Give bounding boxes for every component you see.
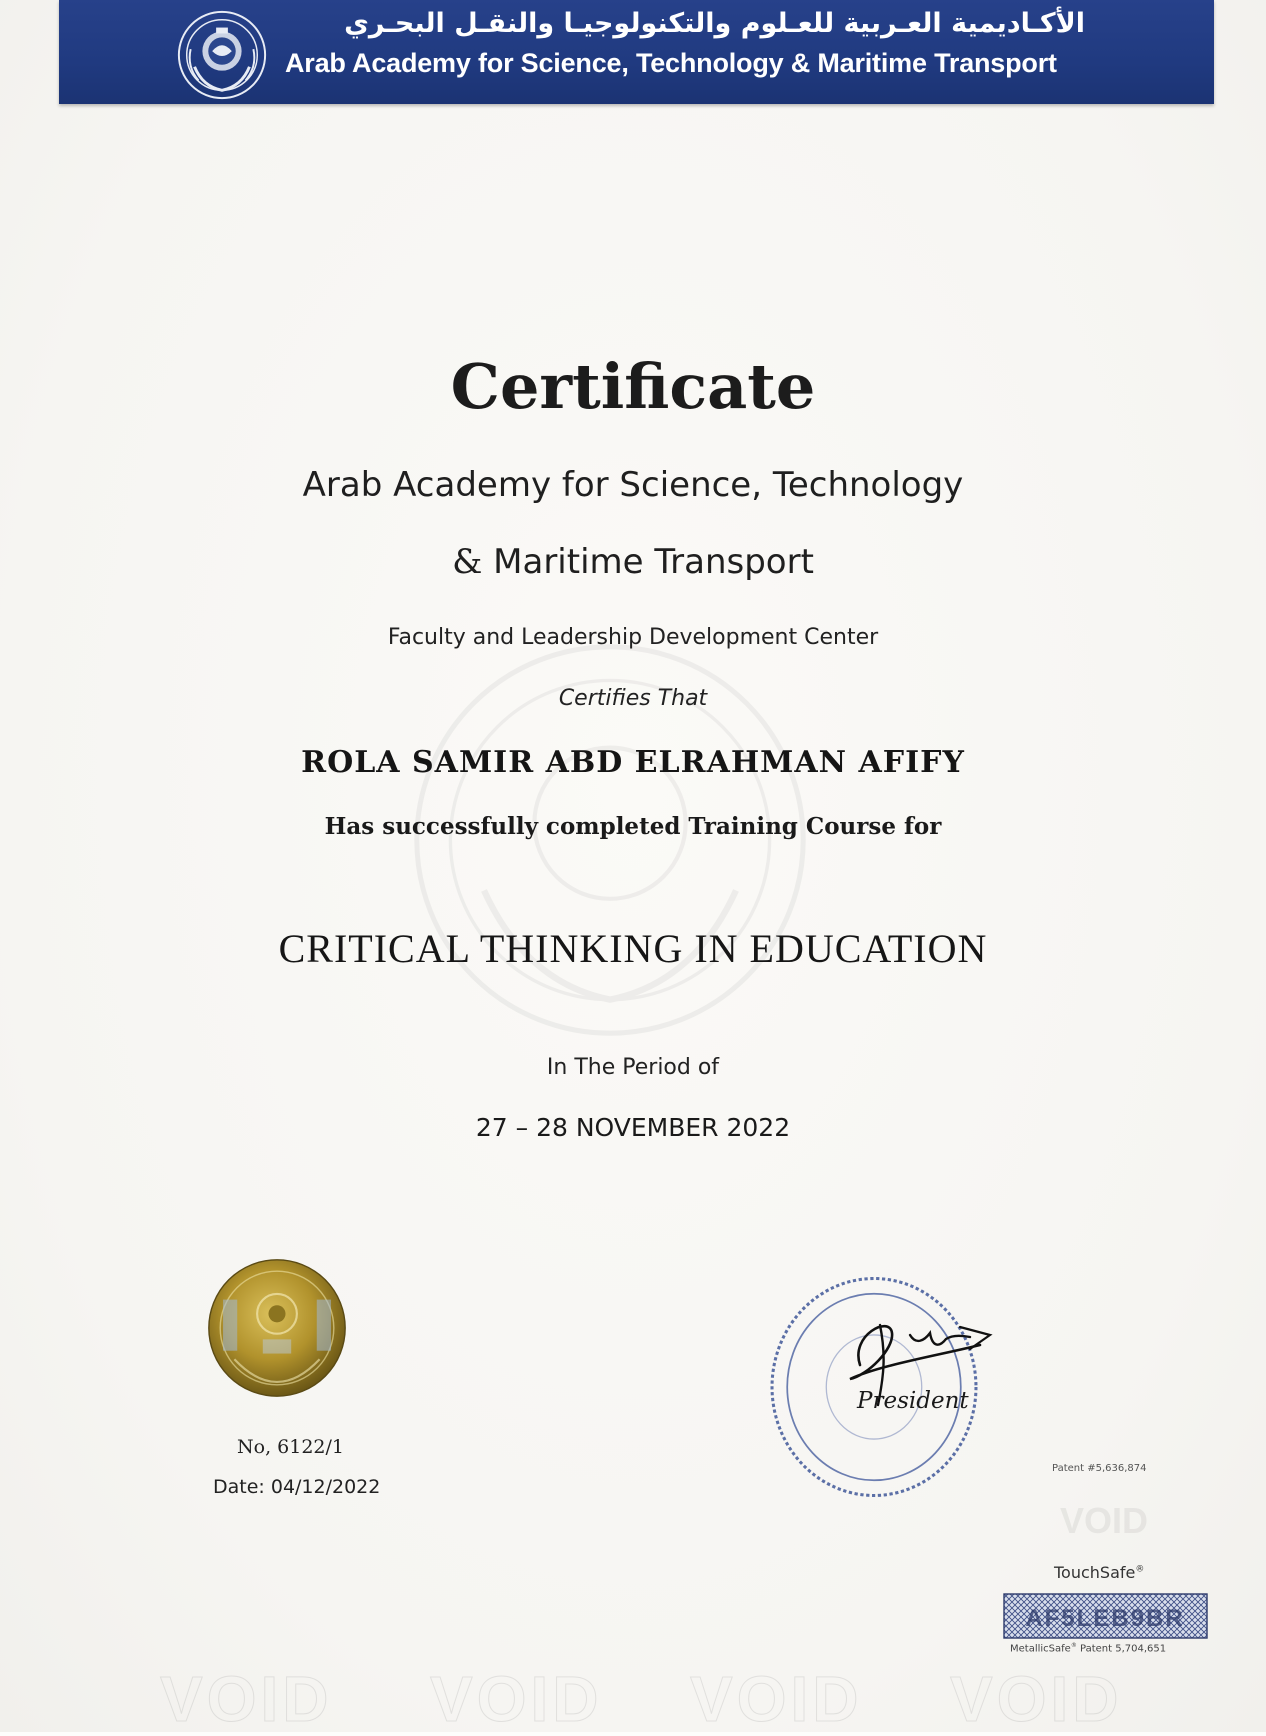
recipient-name: ROLA SAMIR ABD ELRAHMAN AFIFY [301, 745, 965, 780]
void-pattern-1: VOID [160, 1663, 333, 1735]
academy-name-line-2-text: Maritime Transport [482, 542, 814, 582]
academy-name-line-2 [0, 542, 1266, 582]
void-pattern-2: VOID [430, 1663, 603, 1735]
header-english-name: Arab Academy for Science, Technology & Maritime Transport [285, 48, 1057, 78]
patent-number-top: Patent #5,636,874 [1052, 1463, 1147, 1474]
president-label: President [857, 1388, 969, 1414]
gold-hologram-seal-icon [206, 1257, 348, 1399]
completion-statement: Has successfully completed Training Course for [324, 813, 942, 840]
patent-bottom-text: Patent 5,704,651 [1076, 1643, 1167, 1655]
course-name: CRITICAL THINKING IN EDUCATION [278, 926, 988, 971]
metallicsafe-text: MetallicSafe [1010, 1643, 1071, 1655]
header-arabic-name: الأكـاديمية العـربية للعـلوم والتكنولوجيـا والنقـل البحـري [344, 8, 1085, 39]
touchsafe-label [1054, 1563, 1144, 1582]
metallic-security-strip-icon [1003, 1593, 1208, 1639]
academy-name-line-1: Arab Academy for Science, Technology [302, 465, 964, 505]
certifies-that: Certifies That [558, 686, 708, 711]
metallic-code: AF5LEB9BR [1025, 1605, 1185, 1632]
void-watermark: VOID [1060, 1500, 1149, 1541]
certificate-number: No, 6122/1 [237, 1436, 344, 1458]
certificate-title: Certificate [450, 350, 816, 423]
touchsafe-registered-mark: ® [1135, 1564, 1145, 1575]
academy-emblem-icon [173, 6, 271, 104]
faculty-center: Faculty and Leadership Development Center [387, 625, 879, 650]
touchsafe-text: TouchSafe [1054, 1563, 1136, 1582]
void-pattern-4: VOID [950, 1663, 1123, 1735]
period-label: In The Period of [546, 1055, 720, 1080]
metallicsafe-registered-mark: ® [1070, 1642, 1077, 1649]
ampersand: & [452, 542, 483, 582]
patent-number-bottom [1010, 1642, 1166, 1654]
period-dates: 27 – 28 NOVEMBER 2022 [475, 1113, 791, 1142]
certificate-date: Date: 04/12/2022 [213, 1476, 381, 1498]
void-pattern-3: VOID [690, 1663, 863, 1735]
